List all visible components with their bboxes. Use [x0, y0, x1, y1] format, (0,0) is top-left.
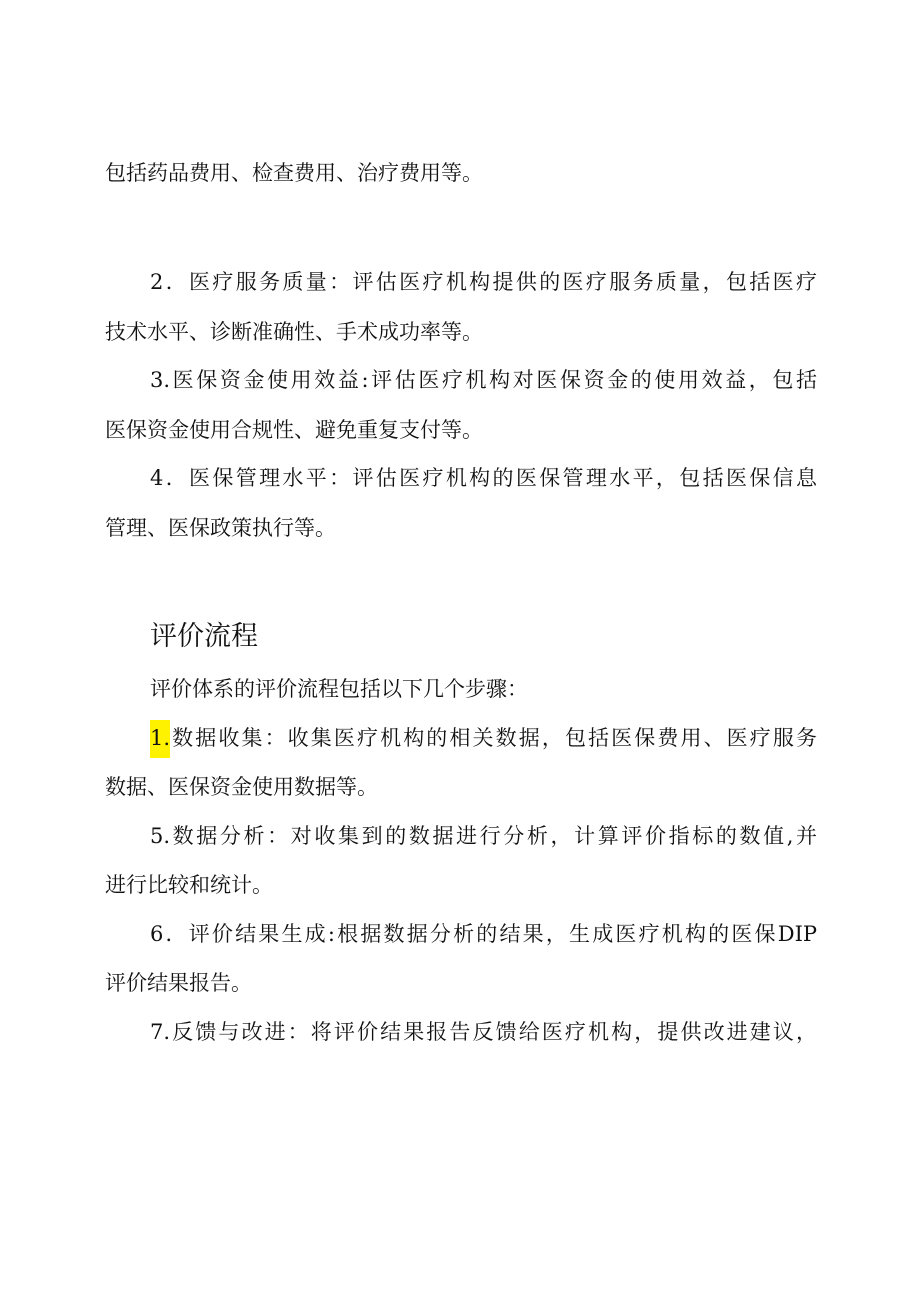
highlighted-step-number: 1. [150, 720, 170, 758]
step-6-line-1: 6．评价结果生成:根据数据分析的结果，生成医疗机构的医保DIP [150, 922, 817, 946]
indicator-4-line-2: 管理、医保政策执行等。 [105, 516, 336, 540]
indicator-2-line-1: 2．医疗服务质量：评估医疗机构提供的医疗服务质量，包括医疗 [150, 270, 817, 294]
step-5-line-2: 进行比较和统计。 [105, 873, 273, 897]
step-1-line-1 [150, 724, 817, 752]
step-1-line-2: 数据、医保资金使用数据等。 [105, 775, 378, 799]
indicator-3-line-2: 医保资金使用合规性、避免重复支付等。 [105, 418, 483, 442]
indicator-2-line-2: 技术水平、诊断准确性、手术成功率等。 [105, 320, 483, 344]
step-7-line-1: 7.反馈与改进：将评价结果报告反馈给医疗机构，提供改进建议， [150, 1020, 817, 1044]
section-intro-text: 评价体系的评价流程包括以下几个步骤： [150, 677, 528, 701]
indicator-4-line-1: 4．医保管理水平：评估医疗机构的医保管理水平，包括医保信息 [150, 466, 817, 490]
intro-tail-text: 包括药品费用、检查费用、治疗费用等。 [105, 161, 483, 185]
step-5-line-1: 5.数据分析：对收集到的数据进行分析，计算评价指标的数值,并 [150, 824, 817, 848]
section-heading: 评价流程 [150, 621, 258, 652]
indicator-3-line-1: 3.医保资金使用效益:评估医疗机构对医保资金的使用效益，包括 [150, 368, 817, 392]
step-6-line-2: 评价结果报告。 [105, 971, 252, 995]
step-1-line-1-text: 数据收集：收集医疗机构的相关数据，包括医保费用、医疗服务 [170, 726, 817, 750]
